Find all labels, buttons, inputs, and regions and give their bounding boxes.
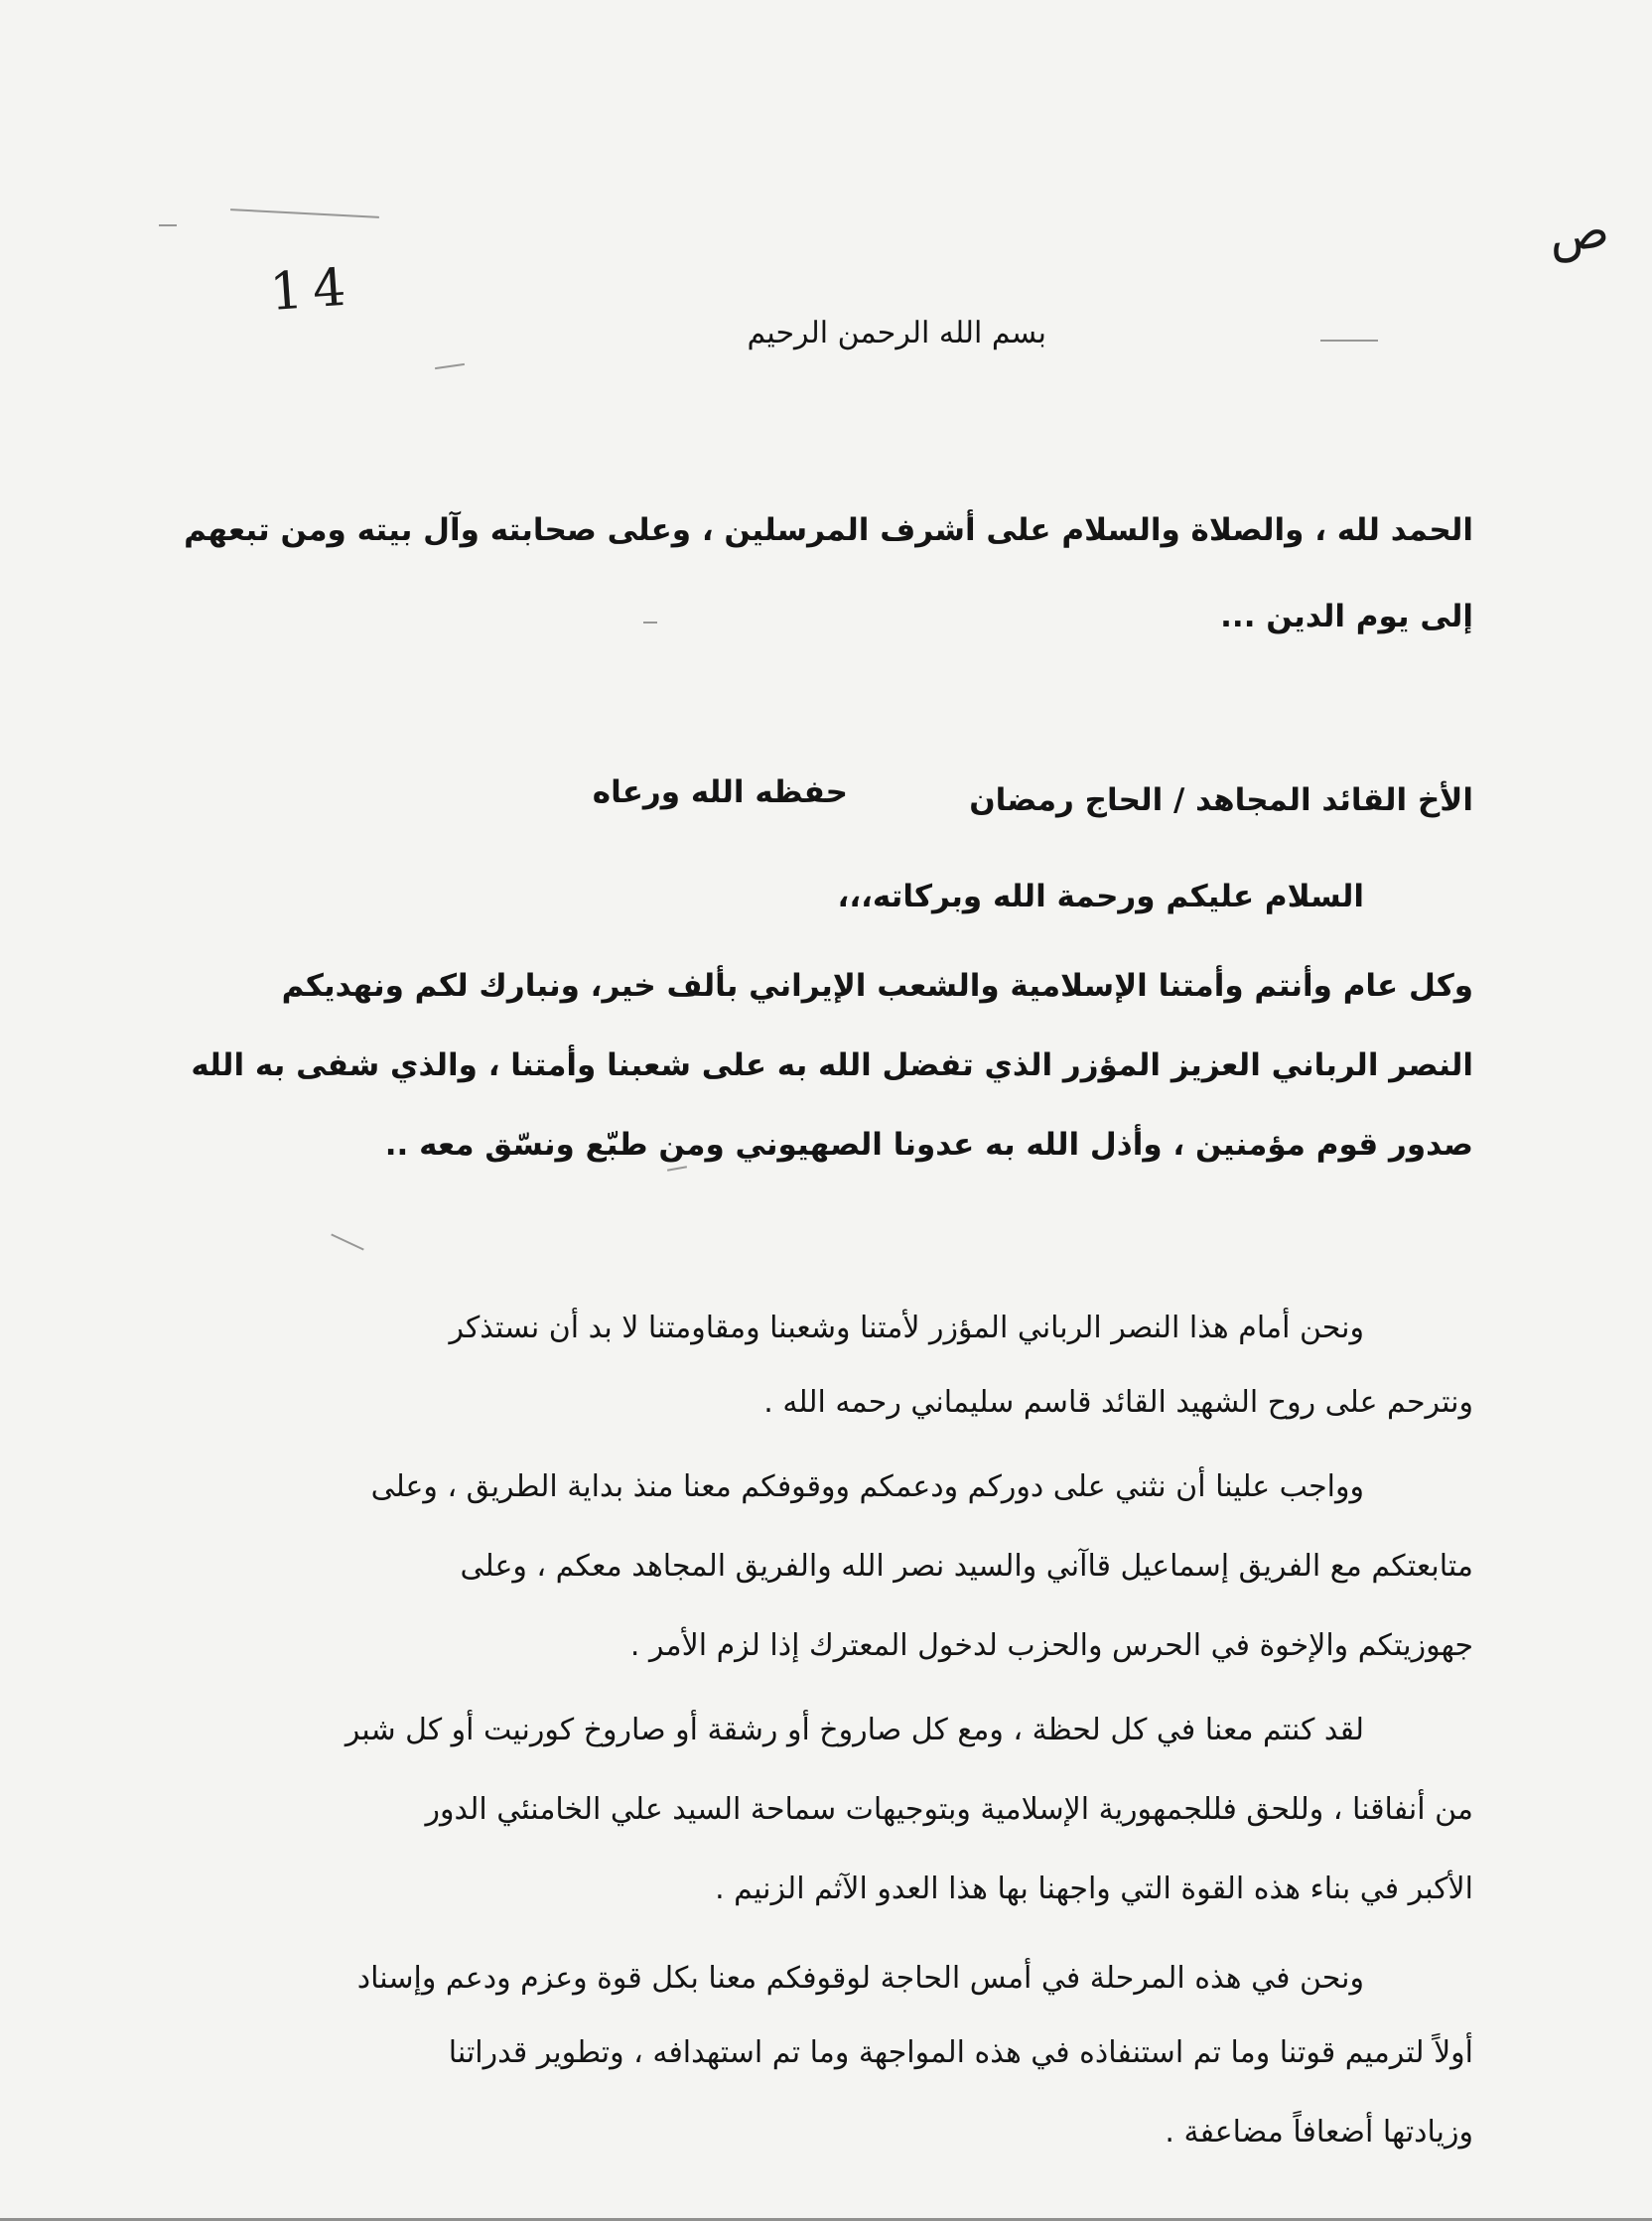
paragraph-3-line-3: الأكبر في بناء هذه القوة التي واجهنا بها هذا العدو الآثم الزنيم . xyxy=(715,1872,1473,1906)
scan-mark xyxy=(1320,340,1378,342)
salutation: السلام عليكم ورحمة الله وبركاته،،، xyxy=(837,879,1364,914)
top-right-initial: ص xyxy=(1546,200,1612,265)
scan-mark xyxy=(159,224,177,226)
scan-mark xyxy=(435,363,465,369)
paragraph-2-line-2: متابعتكم مع الفريق إسماعيل قاآني والسيد نصر الله والفريق المجاهد معكم ، وعلى xyxy=(460,1549,1473,1584)
scan-mark xyxy=(643,622,657,624)
addressee: الأخ القائد المجاهد / الحاج رمضان xyxy=(969,782,1473,818)
paragraph-1-line-2: ونترحم على روح الشهيد القائد قاسم سليماني رحمه الله . xyxy=(763,1385,1473,1420)
scan-mark xyxy=(667,1166,687,1171)
handwritten-page-number: 14 xyxy=(268,257,358,323)
addressee-blessing: حفظه الله ورعاه xyxy=(592,774,848,810)
paragraph-4-line-3: وزيادتها أضعافاً مضاعفة . xyxy=(1165,2115,1473,2150)
congrats-line-2: النصر الرباني العزيز المؤزر الذي تفضل الله به على شعبنا وأمتنا ، والذي شفى به الله xyxy=(191,1047,1473,1083)
paragraph-1-line-1: ونحن أمام هذا النصر الرباني المؤزر لأمتنا وشعبنا ومقاومتنا لا بد أن نستذكر xyxy=(449,1311,1364,1345)
paragraph-4-line-2: أولاً لترميم قوتنا وما تم استنفاذه في هذه المواجهة وما تم استهدافه ، وتطوير قدراتنا xyxy=(448,2035,1473,2070)
paragraph-4-line-1: ونحن في هذه المرحلة في أمس الحاجة لوقوفكم معنا بكل قوة وعزم ودعم وإسناد xyxy=(356,1961,1364,1996)
scan-mark xyxy=(331,1233,363,1250)
opening-line-2: إلى يوم الدين ... xyxy=(1220,599,1473,634)
congrats-line-1: وكل عام وأنتم وأمتنا الإسلامية والشعب الإيراني بألف خير، ونبارك لكم ونهديكم xyxy=(281,968,1473,1004)
paragraph-2-line-1: وواجب علينا أن نثني على دوركم ودعمكم ووقوفكم معنا منذ بداية الطريق ، وعلى xyxy=(370,1469,1364,1504)
paragraph-3-line-1: لقد كنتم معنا في كل لحظة ، ومع كل صاروخ أو رشقة أو صاروخ كورنيت أو كل شبر xyxy=(344,1713,1364,1747)
basmala: بسم الله الرحمن الرحيم xyxy=(747,316,1046,350)
paragraph-3-line-2: من أنفاقنا ، وللحق فللجمهورية الإسلامية وبتوجيهات سماحة السيد علي الخامنئي الدور xyxy=(425,1792,1473,1827)
congrats-line-3: صدور قوم مؤمنين ، وأذل الله به عدونا الصهيوني ومن طبّع ونسّق معه .. xyxy=(384,1127,1473,1163)
opening-line-1: الحمد لله ، والصلاة والسلام على أشرف المرسلين ، وعلى صحابته وآل بيته ومن تبعهم xyxy=(184,512,1473,548)
scan-mark xyxy=(230,208,379,218)
paragraph-2-line-3: جهوزيتكم والإخوة في الحرس والحزب لدخول المعترك إذا لزم الأمر . xyxy=(629,1628,1473,1663)
